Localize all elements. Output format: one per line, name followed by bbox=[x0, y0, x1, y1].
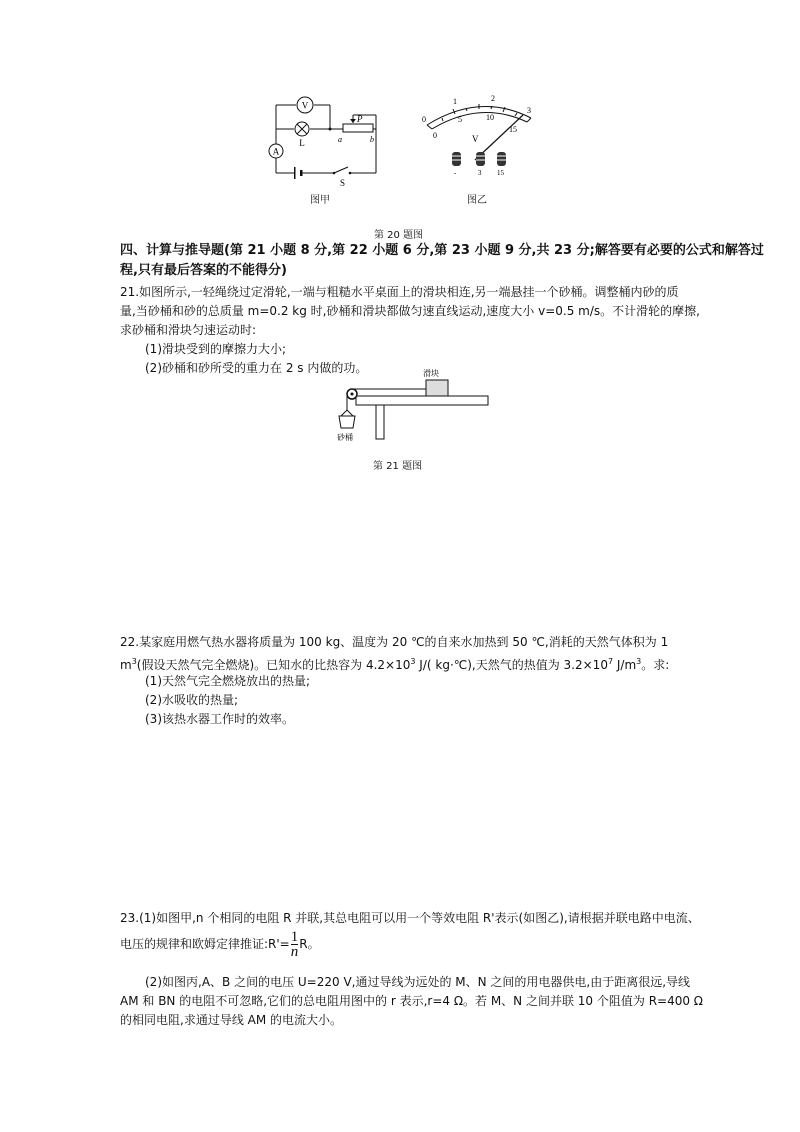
dial-tick-10: 10 bbox=[486, 113, 494, 122]
dial-tick-2: 2 bbox=[491, 94, 495, 103]
lamp-label: L bbox=[299, 138, 305, 148]
q22-item3: (3)该热水器工作时的效率。 bbox=[145, 712, 294, 726]
q22-item2: (2)水吸收的热量; bbox=[145, 693, 239, 707]
q22-line2: $m^3$(假设天然气完全燃烧)。已知水的比热容为 $4.2\times 10^3$ J/( kg·℃),天然气的热值为 $3.2\times 10^7$ $J/m^3$。求: bbox=[120, 657, 670, 672]
terminal-b-label: b bbox=[370, 135, 374, 144]
slider-label: P bbox=[357, 114, 363, 124]
dial-tick-0-bottom: 0 bbox=[433, 131, 437, 140]
q23-line1: 23.(1)如图甲,n 个相同的电阻 R 并联,其总电阻可以用一个等效电阻 R'表示(如图乙),请根据并联电路中电流、 bbox=[120, 911, 700, 925]
q23-p2-line3: 的相同电阻,求通过导线 AM 的电流大小。 bbox=[120, 1013, 343, 1027]
q23-p2-line1: (2)如图丙,A、B 之间的电压 U=220 V,通过导线为远处的 M、N 之间的用电器供电,由于距离很远,导线 bbox=[145, 975, 691, 989]
fig21-pulley-diagram bbox=[330, 366, 495, 446]
section4-heading-line1: 四、计算与推导题(第 21 小题 8 分,第 22 小题 6 分,第 23 小题 9 分,共 23 分;解答要有必要的公式和解答过 bbox=[120, 243, 764, 258]
section4-heading-line2: 程,只有最后答案的不能得分) bbox=[120, 263, 287, 278]
dial-tick-15: 15 bbox=[509, 125, 517, 134]
q22-line1: 22.某家庭用燃气热水器将质量为 100 kg、温度为 20 ℃的自来水加热到 50 ℃,消耗的天然气体积为 1 bbox=[120, 635, 669, 649]
fig20-caption: 第 20 题图 bbox=[374, 230, 424, 241]
q23-p2-line2: AM 和 BN 的电阻不可忽略,它们的总电阻用图中的 r 表示,r=4 Ω。若 M、N 之间并联 10 个阻值为 R=400 Ω bbox=[120, 994, 703, 1008]
fig20-circuit-diagram bbox=[258, 95, 398, 205]
q21-line2: 量,当砂桶和砂的总质量 m=0.2 kg 时,砂桶和滑块都做匀速直线运动,速度大小 v=0.5 m/s。不计滑轮的摩擦, bbox=[120, 304, 700, 318]
terminal-minus: - bbox=[454, 169, 457, 177]
q21-item1: (1)滑块受到的摩擦力大小; bbox=[145, 342, 287, 356]
dial-tick-5: 5 bbox=[458, 115, 462, 124]
fig21-bucket-label: 砂桶 bbox=[337, 433, 353, 442]
switch-label: S bbox=[340, 178, 346, 188]
fig20-meter-caption: 图乙 bbox=[467, 195, 487, 206]
q21-line3: 求砂桶和滑块匀速运动时: bbox=[120, 323, 257, 337]
fig20-voltmeter-dial bbox=[415, 92, 545, 182]
fig20-circuit-caption: 图甲 bbox=[310, 195, 330, 206]
q21-item2: (2)砂桶和砂所受的重力在 2 s 内做的功。 bbox=[145, 361, 368, 375]
voltmeter-label: V bbox=[301, 100, 309, 111]
terminal-3: 3 bbox=[478, 169, 482, 177]
dial-tick-3: 3 bbox=[527, 106, 531, 115]
dial-tick-1: 1 bbox=[453, 97, 457, 106]
dial-unit: V bbox=[472, 134, 479, 144]
fig21-caption: 第 21 题图 bbox=[373, 461, 423, 472]
q22-item1: (1)天然气完全燃烧放出的热量; bbox=[145, 674, 311, 688]
ammeter-label: A bbox=[272, 146, 280, 157]
fig21-block-label: 滑块 bbox=[423, 369, 439, 378]
terminal-15: 15 bbox=[497, 169, 504, 177]
q21-line1: 21.如图所示,一轻绳绕过定滑轮,一端与粗糙水平桌面上的滑块相连,另一端悬挂一个砂桶。调整桶内砂的质 bbox=[120, 285, 679, 299]
fraction-1-over-n: $\frac{1}{n}$ bbox=[290, 929, 299, 960]
dial-tick-0-top: 0 bbox=[422, 115, 426, 124]
q23-line2: 电压的规律和欧姆定律推证:R'= $\frac{1}{n}$ R。 bbox=[120, 929, 320, 960]
terminal-a-label: a bbox=[338, 135, 342, 144]
